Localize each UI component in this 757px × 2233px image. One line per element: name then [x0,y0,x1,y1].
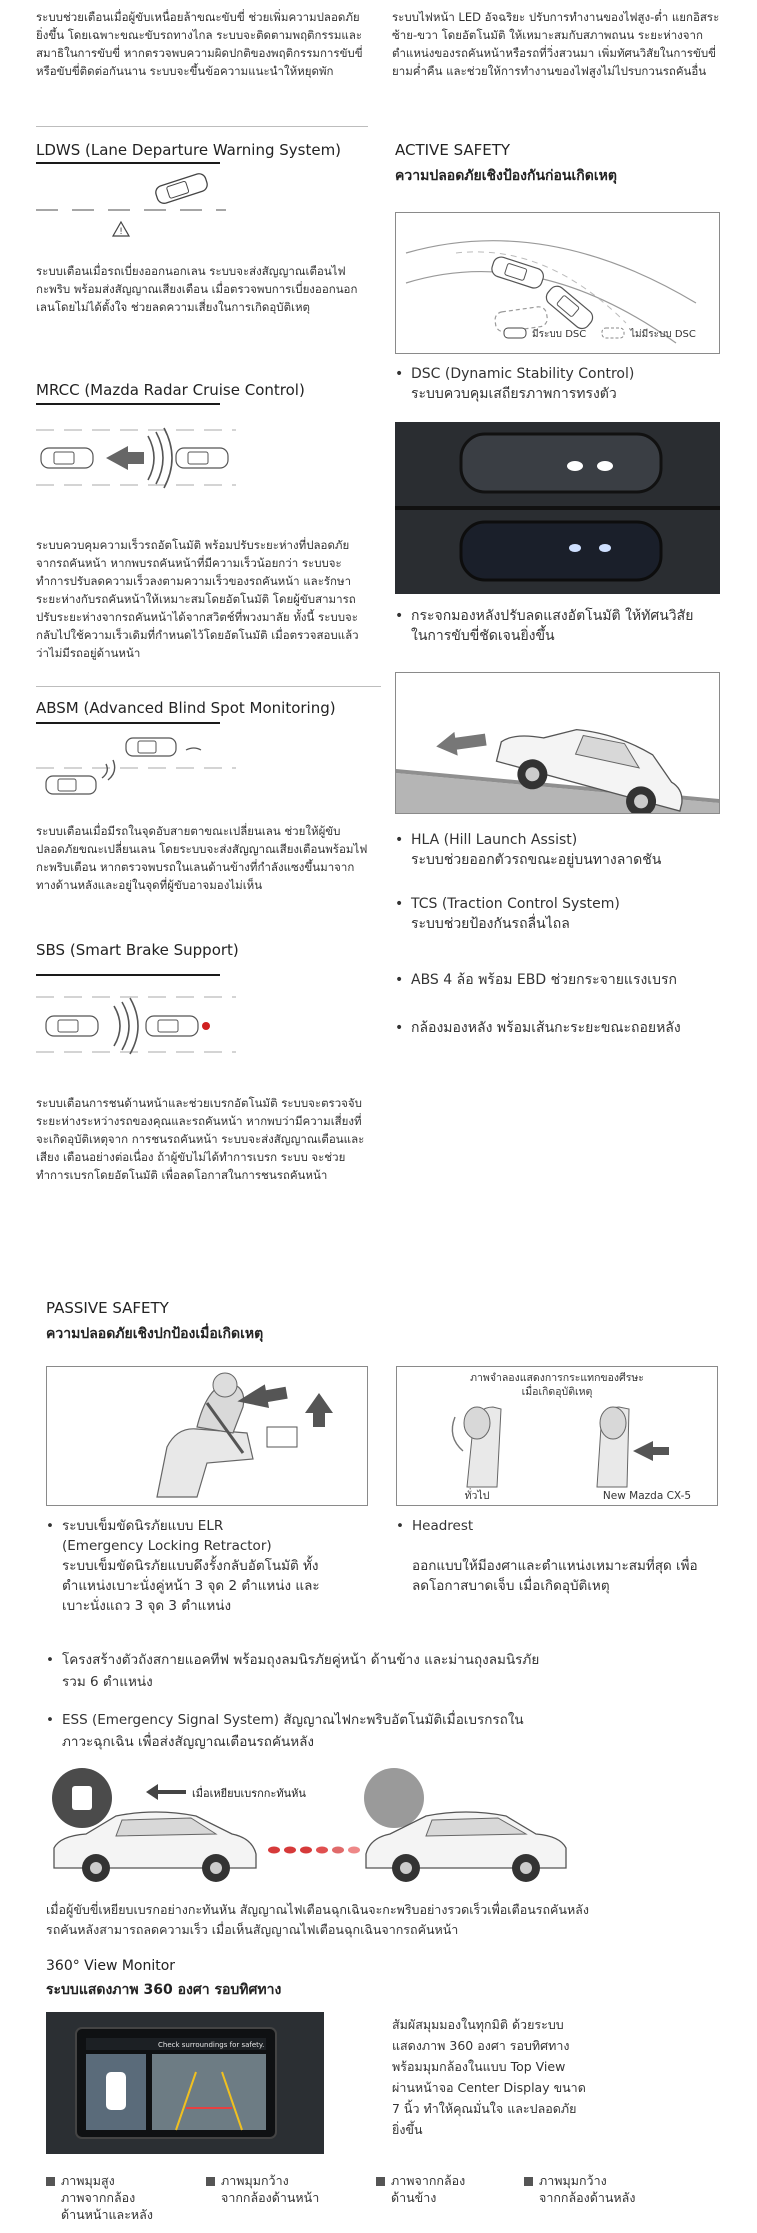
monitor-text-line: แสดงภาพ 360 องศา รอบทิศทาง [392,2038,570,2053]
dsc-title: DSC (Dynamic Stability Control) [411,366,635,382]
fatigue-intro-text: ระบบช่วยเตือนเมื่อผู้ขับเหนื่อยล้าขณะขับขี่ ช่วยเพิ่มความปลอดภัยยิ่งขึ้น โดยเฉพาะขณะขับรถทางไกล ระบบจะติดตามพฤติกรรมและสมาธิในการขับขี่ หากตรวจพบความผิดปกติของพฤติกรรมการขับขี่ หรือขับขี่ติดต่อกันนาน ระบบจะขึ้นข้อความแนะนำให้หยุดพัก [36,10,363,78]
square-bullet-icon [206,2177,215,2186]
abs-item: • ABS 4 ล้อ พร้อม EBD ช่วยกระจายแรงเบรก [395,972,677,988]
headrest-caption-2: เมื่อเกิดอุบัติเหตุ [521,1386,593,1398]
headrest-label-general: ทั่วไป [464,1490,490,1502]
square-bullet-icon [46,2177,55,2186]
monitor-subtitle: ระบบแสดงภาพ 360 องศา รอบทิศทาง [46,1982,282,1998]
headrest-title: Headrest [412,1518,474,1534]
elr-line-1: ระบบเข็มขัดนิรภัยแบบ ELR [62,1518,224,1534]
rear-camera-item: • กล้องมองหลัง พร้อมเส้นกะระยะขณะถอยหลัง [395,1020,681,1036]
arrow-left-icon [106,446,144,470]
monitor-text-line: พร้อมมุมกล้องในแบบ Top View [392,2059,566,2074]
elr-line-2: (Emergency Locking Retractor) [62,1538,272,1554]
headrest-label-cx5: New Mazda CX-5 [602,1490,692,1502]
sbs-underline [36,974,220,976]
arrow-left-icon [435,728,488,759]
view-item: ภาพมุมกว้าง จากกล้องด้านหน้า [206,2172,366,2206]
elr-line-5: เบาะนั่งแถว 3 จุด 3 ตำแหน่ง [62,1598,232,1614]
active-safety-title: ACTIVE SAFETY [395,141,511,159]
ess-banner-label: เมื่อเหยียบเบรกกะทันหัน [192,1787,306,1800]
hla-item: • HLA (Hill Launch Assist) [395,832,578,848]
active-safety-subtitle: ความปลอดภัยเชิงป้องกันก่อนเกิดเหตุ [395,168,617,184]
elr-item: • ระบบเข็มขัดนิรภัยแบบ ELR [46,1518,224,1534]
tcs-text: ระบบช่วยป้องกันรถลื่นไถล [411,916,570,932]
square-bullet-icon [524,2177,533,2186]
square-bullet-icon [376,2177,385,2186]
dsc-legend-with: มีระบบ DSC [532,329,587,340]
passive-safety-subtitle: ความปลอดภัยเชิงปกป้องเมื่อเกิดเหตุ [46,1326,264,1342]
view-item: ภาพมุมสูง ภาพจากกล้อง ด้านหน้าและหลัง [46,2172,206,2223]
tcs-title: TCS (Traction Control System) [411,896,620,912]
ess-item: • ESS (Emergency Signal System) สัญญาณไฟกะพริบอัตโนมัติเมื่อเบรกรถใน [46,1712,524,1728]
dsc-item: • DSC (Dynamic Stability Control) [395,366,635,382]
ess-text-1: ESS (Emergency Signal System) สัญญาณไฟกะพริบอัตโนมัติเมื่อเบรกรถใน [62,1712,524,1728]
hla-title: HLA (Hill Launch Assist) [411,832,578,848]
mrcc-text: ระบบควบคุมความเร็วรถอัตโนมัติ พร้อมปรับระยะห่างที่ปลอดภัยจากรถคันหน้า หากพบรถคันหน้าที่มีความเร็วน้อยกว่า ระบบจะทำการปรับลดความเร็วลงตามความเร็วของรถคันหน้า และรักษาระยะห่างกับรถคันหน้าให้เหมาะสมโดยอัตโนมัติ โดยผู้ขับสามารถปรับระยะห่างจากรถคันหน้าได้จากสวิตช์ที่พวงมาลัย ทั้งนี้ ระบบจะกลับไปใช้ความเร็วเดิมที่กำหนดไว้โดยอัตโนมัติ เมื่อตรวจสอบแล้วว่าไม่มีรถอยู่ด้านหน้า [36,538,359,660]
headrest-caption-1: ภาพจำลองแสดงการกระแทกของศีรษะ [470,1372,644,1384]
headrest-item: • Headrest [396,1518,474,1534]
abs-text: ABS 4 ล้อ พร้อม EBD ช่วยกระจายแรงเบรก [411,972,677,988]
auto-dimming-mirror-photo [395,422,720,594]
headrest-text-2: ลดโอกาสบาดเจ็บ เมื่อเกิดอุบัติเหตุ [412,1578,610,1594]
ldws-text: ระบบเตือนเมื่อรถเบี่ยงออกนอกเลน ระบบจะส่งสัญญาณเตือนไฟกะพริบ พร้อมส่งสัญญาณเสียงเตือน เมื่อตรวจพบการเบี่ยงออกนอกเลนโดยไม่ได้ตั้งใจ ช่วยลดความเสี่ยงในการเกิดอุบัติเหตุ [36,264,358,314]
structure-text-2: รวม 6 ตำแหน่ง [62,1674,153,1690]
sbs-illustration [36,982,236,1067]
mirror-item: • กระจกมองหลังปรับลดแสงอัตโนมัติ ให้ทัศนวิสัย [395,608,694,624]
sbs-text: ระบบเตือนการชนด้านหน้าและช่วยเบรกอัตโนมัติ ระบบจะตรวจจับระยะห่างระหว่างรถของคุณและรถคันหน้า หากพบว่ามีความเสี่ยงที่จะเกิดอุบัติเหตุจาก การชนรถคันหน้า ระบบจะส่งสัญญาณเตือนและเสียง เตือนอย่างต่อเนื่อง ถ้าผู้ขับไม่ได้ทำการเบรก ระบบ จะช่วยทำการเบรกโดยอัตโนมัติ เพื่อลดโอกาสในการชนรถคันหน้า [36,1096,365,1182]
led-intro-text: ระบบไฟหน้า LED อัจฉริยะ ปรับการทำงานของไฟสูง-ต่ำ แยกอิสระซ้าย-ขวา โดยอัตโนมัติ ให้เหมาะสมกับสภาพถนน ระยะห่างจากตำแหน่งของรถคันหน้าหรือรถที่วิ่งสวนมา เพิ่มทัศนวิสัยในการขับขี่ยามค่ำคืน และช่วยให้การทำงานของไฟสูงไม่ไปรบกวนรถคันอื่น [392,10,720,78]
ldws-underline [36,162,220,164]
monitor-text-line: 7 นิ้ว ทำให้คุณมั่นใจ และปลอดภัย [392,2101,577,2116]
seatbelt-illustration [46,1366,368,1506]
ess-illustration [46,1764,726,1884]
ldws-title: LDWS (Lane Departure Warning System) [36,141,342,159]
elr-line-3: ระบบเข็มขัดนิรภัยแบบดึงรั้งกลับอัตโนมัติ ทั้ง [62,1558,319,1574]
absm-underline [36,722,220,724]
driver-icon [364,1768,424,1828]
arrow-right-icon [633,1441,669,1461]
passive-safety-title: PASSIVE SAFETY [46,1299,169,1317]
headrest-illustration [396,1366,718,1506]
mrcc-underline [36,403,220,405]
divider [36,686,381,687]
center-display-photo [46,2012,324,2154]
absm-illustration [36,728,236,808]
structure-item: • โครงสร้างตัวถังสกายแอคทีฟ พร้อมถุงลมนิรภัยคู่หน้า ด้านข้าง และม่านถุงลมนิรภัย [46,1652,540,1668]
mirror-text-1: กระจกมองหลังปรับลดแสงอัตโนมัติ ให้ทัศนวิสัย [411,608,694,624]
divider [36,126,368,127]
brake-signal-lights [268,1847,360,1854]
structure-text-1: โครงสร้างตัวถังสกายแอคทีฟ พร้อมถุงลมนิรภัยคู่หน้า ด้านข้าง และม่านถุงลมนิรภัย [62,1652,540,1668]
view-item: ภาพจากกล้อง ด้านข้าง [376,2172,516,2206]
mirror-text-2: ในการขับขี่ชัดเจนยิ่งขึ้น [411,628,555,644]
dsc-illustration [395,212,720,354]
monitor-text-line: ยิ่งขึ้น [392,2122,423,2137]
monitor-text-line: สัมผัสมุมมองในทุกมิติ ด้วยระบบ [392,2017,564,2032]
monitor-title: 360° View Monitor [46,1958,176,1974]
ldws-illustration [36,170,226,240]
screen-label: Check surroundings for safety. [158,2041,265,2049]
dsc-text: ระบบควบคุมเสถียรภาพการทรงตัว [411,386,617,402]
monitor-text-line: ผ่านหน้าจอ Center Display ขนาด [392,2080,586,2095]
sbs-title: SBS (Smart Brake Support) [36,941,239,959]
headrest-text-1: ออกแบบให้มีองศาและตำแหน่งเหมาะสมที่สุด เพื่อ [412,1558,698,1574]
brake-light-icon [202,1022,210,1030]
tcs-item: • TCS (Traction Control System) [395,896,620,912]
ess-explanation-2: รถคันหลังสามารถลดความเร็ว เมื่อเห็นสัญญาณไฟเตือนฉุกเฉินจากรถคันหน้า [46,1922,459,1937]
mrcc-title: MRCC (Mazda Radar Cruise Control) [36,381,305,399]
hla-illustration [395,672,720,814]
arrow-left-icon [146,1784,158,1800]
elr-line-4: ตำแหน่งเบาะนั่งคู่หน้า 3 จุด 2 ตำแหน่ง และ [62,1578,320,1594]
svg-text:!: ! [119,227,123,237]
ess-text-2: ภาวะฉุกเฉิน เพื่อส่งสัญญาณเตือนรถคันหลัง [62,1734,314,1750]
mrcc-illustration [36,410,236,505]
ess-explanation-1: เมื่อผู้ขับขี่เหยียบเบรกอย่างกะทันหัน สัญญาณไฟเตือนฉุกเฉินจะกะพริบอย่างรวดเร็วเพื่อเตือนรถคันหลัง [46,1902,589,1917]
arrow-up-icon [305,1393,333,1427]
absm-title: ABSM (Advanced Blind Spot Monitoring) [36,699,336,717]
rear-camera-text: กล้องมองหลัง พร้อมเส้นกะระยะขณะถอยหลัง [411,1020,681,1036]
absm-text: ระบบเตือนเมื่อมีรถในจุดอับสายตาขณะเปลี่ยนเลน ช่วยให้ผู้ขับปลอดภัยขณะเปลี่ยนเลน โดยระบบจะส่งสัญญาณเสียงเตือนพร้อมไฟกะพริบเตือน หากตรวจพบรถในเลนด้านข้างที่กำลังแซงขึ้นมาจากทางด้านหลังและอยู่ในจุดที่ผู้ขับอาจมองไม่เห็น [36,824,368,892]
monitor-description [392,2016,692,2138]
hla-text: ระบบช่วยออกตัวรถขณะอยู่บนทางลาดชัน [411,852,662,868]
view-item: ภาพมุมกว้าง จากกล้องด้านหลัง [524,2172,724,2206]
dsc-legend-without: ไม่มีระบบ DSC [630,329,696,340]
